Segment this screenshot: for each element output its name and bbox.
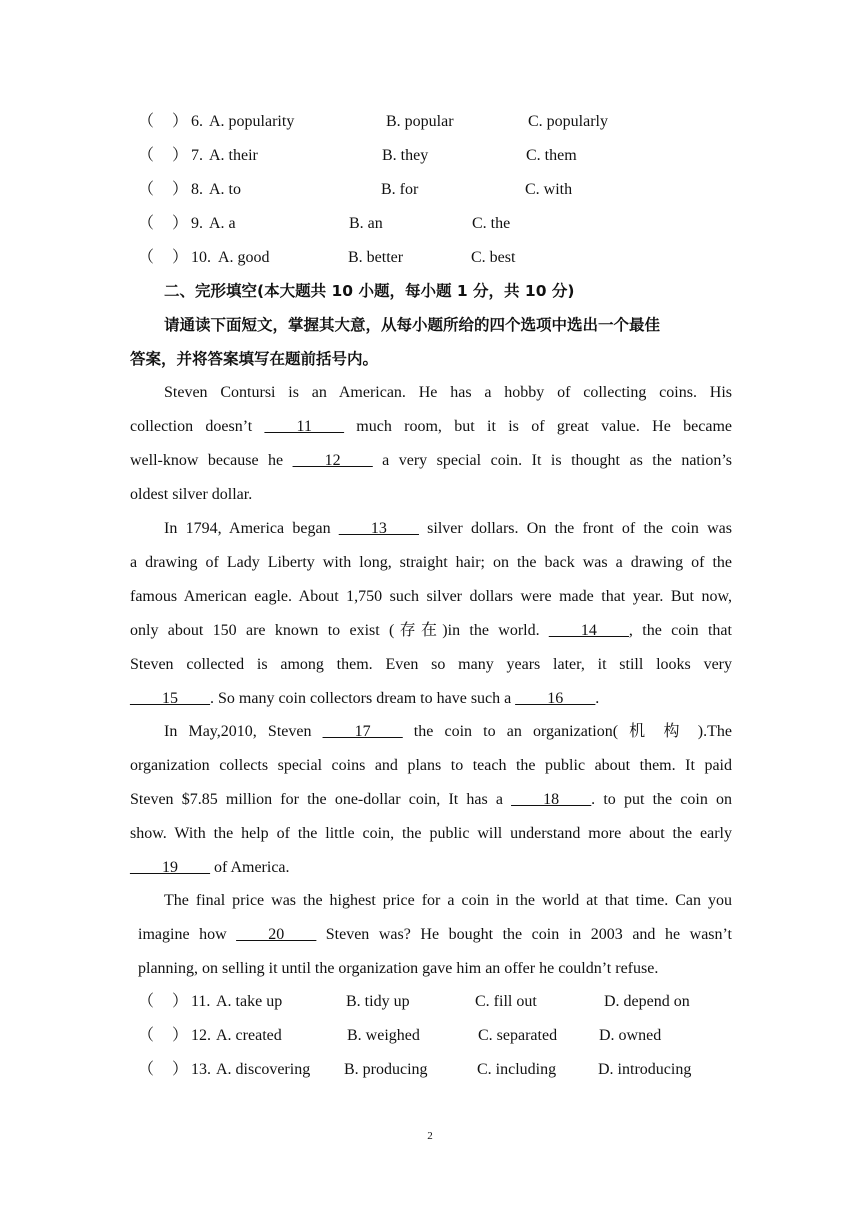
question-number: 10.	[191, 249, 211, 266]
answer-bracket-close: ）	[172, 147, 189, 164]
answer-bracket-open: （	[138, 215, 155, 232]
answer-bracket-open: （	[138, 993, 155, 1010]
passage-line: only about 150 are known to exist (存在)in the world. ____14____, the coin that	[130, 622, 732, 639]
option-b: B. better	[348, 249, 404, 266]
instruction-line-1: 请通读下面短文，掌握其大意，从每小题所给的四个选项中选出一个最佳	[164, 316, 661, 334]
blank-16: ____16____	[515, 690, 596, 707]
question-number: 6.	[191, 113, 203, 130]
option-b: B. for	[381, 181, 419, 198]
passage-line: In May,2010, Steven ____17____ the coin to an organization( 机 构 ).The	[164, 723, 732, 740]
option-b: B. weighed	[347, 1027, 420, 1044]
option-d: D. depend on	[604, 993, 690, 1010]
option-c: C. popularly	[528, 113, 608, 130]
option-b: B. tidy up	[346, 993, 410, 1010]
answer-bracket-close: ）	[172, 249, 189, 266]
passage-line: famous American eagle. About 1,750 such silver dollars were made that year. But now,	[130, 588, 732, 605]
passage-line: planning, on selling it until the organization gave him an offer he couldn’t refuse.	[138, 960, 659, 977]
option-a: A. their	[209, 147, 258, 164]
answer-bracket-open: （	[138, 249, 155, 266]
option-c: C. separated	[478, 1027, 558, 1044]
question-number: 11.	[191, 993, 211, 1010]
answer-bracket-open: （	[138, 181, 155, 198]
passage-line: The final price was the highest price for a coin in the world at that time. Can you	[164, 892, 732, 909]
instruction-line-2: 答案，并将答案填写在题前括号内。	[130, 350, 379, 368]
answer-bracket-open: （	[138, 1061, 155, 1078]
blank-11: ____11____	[264, 418, 344, 435]
passage-line: well-know because he ____12____ a very special coin. It is thought as the nation’s	[130, 452, 732, 469]
option-a: A. to	[209, 181, 241, 198]
answer-bracket-open: （	[138, 1027, 155, 1044]
answer-bracket-close: ）	[172, 113, 189, 130]
section-heading: 二、完形填空(本大题共 10 小题，每小题 1 分，共 10 分)	[164, 282, 575, 300]
option-c: C. fill out	[475, 993, 537, 1010]
blank-17: ____17____	[322, 723, 403, 740]
option-a: A. good	[218, 249, 270, 266]
blank-14: ____14____	[548, 622, 629, 639]
blank-19: ____19____	[130, 859, 210, 876]
passage-line: Steven Contursi is an American. He has a hobby of collecting coins. His	[164, 384, 732, 401]
question-number: 13.	[191, 1061, 211, 1078]
option-c: C. them	[526, 147, 577, 164]
blank-13: ____13____	[338, 520, 419, 537]
question-number: 7.	[191, 147, 203, 164]
answer-bracket-open: （	[138, 113, 155, 130]
blank-15: ____15____	[130, 690, 210, 707]
question-number: 9.	[191, 215, 203, 232]
passage-line: In 1794, America began ____13____ silver dollars. On the front of the coin was	[164, 520, 732, 537]
question-number: 12.	[191, 1027, 211, 1044]
option-d: D. owned	[599, 1027, 662, 1044]
option-b: B. producing	[344, 1061, 428, 1078]
answer-bracket-close: ）	[172, 181, 189, 198]
passage-line: organization collects special coins and plans to teach the public about them. It paid	[130, 757, 732, 774]
option-d: D. introducing	[598, 1061, 692, 1078]
answer-bracket-close: ）	[172, 993, 189, 1010]
option-b: B. an	[349, 215, 383, 232]
option-a: A. take up	[216, 993, 283, 1010]
answer-bracket-close: ）	[172, 1027, 189, 1044]
option-c: C. with	[525, 181, 573, 198]
answer-bracket-close: ）	[172, 215, 189, 232]
blank-12: ____12____	[292, 452, 373, 469]
page-number: 2	[427, 1130, 433, 1142]
answer-bracket-open: （	[138, 147, 155, 164]
option-c: C. best	[471, 249, 516, 266]
passage-line: ____15____. So many coin collectors dream to have such a ____16____.	[130, 690, 600, 707]
answer-bracket-close: ）	[172, 1061, 189, 1078]
option-a: A. discovering	[216, 1061, 311, 1078]
option-a: A. popularity	[209, 113, 295, 130]
option-a: A. a	[209, 215, 236, 232]
option-b: B. they	[382, 147, 429, 164]
passage-line: Steven collected is among them. Even so many years later, it still looks very	[130, 656, 732, 673]
blank-18: ____18____	[511, 791, 592, 808]
blank-20: ____20____	[236, 926, 317, 943]
option-c: C. the	[472, 215, 511, 232]
option-a: A. created	[216, 1027, 282, 1044]
passage-line: imagine how ____20____ Steven was? He bought the coin in 2003 and he wasn’t	[138, 926, 733, 943]
passage-line: collection doesn’t ____11____ much room, but it is of great value. He became	[130, 418, 732, 435]
passage-line: oldest silver dollar.	[130, 486, 253, 503]
passage-line: a drawing of Lady Liberty with long, straight hair; on the back was a drawing of the	[130, 554, 732, 571]
passage-line: show. With the help of the little coin, the public will understand more about the early	[130, 825, 732, 842]
option-b: B. popular	[386, 113, 454, 130]
passage-line: ____19____ of America.	[130, 859, 290, 876]
option-c: C. including	[477, 1061, 557, 1078]
question-number: 8.	[191, 181, 203, 198]
passage-line: Steven $7.85 million for the one-dollar coin, It has a ____18____. to put the coin on	[130, 791, 733, 808]
